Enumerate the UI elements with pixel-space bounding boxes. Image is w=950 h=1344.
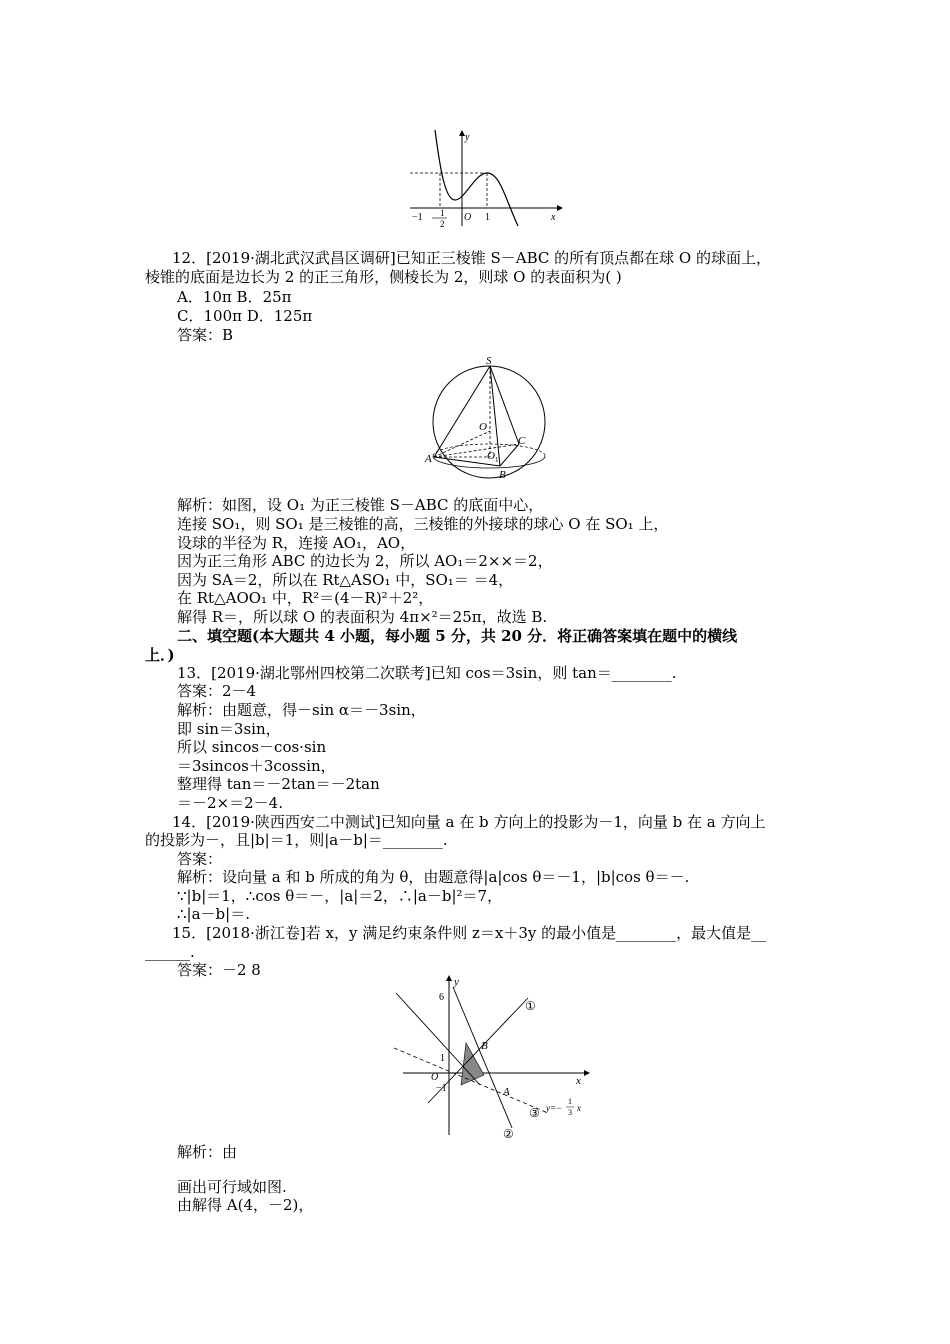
edge-ac	[434, 444, 519, 457]
origin-label: O	[464, 212, 472, 223]
sol12-line5: 因为 SA＝2，所以在 Rt△ASO₁ 中，SO₁＝ ＝4，	[177, 571, 514, 589]
q13-answer: 答案：2－4	[177, 682, 257, 700]
sol12-line2: 连接 SO₁，则 SO₁ 是三棱锥的高，三棱锥的外接球的球心 O 在 SO₁ 上，	[177, 515, 669, 533]
sphere-pyramid-figure	[424, 356, 554, 482]
line-2-label: ②	[503, 1127, 514, 1141]
sol12-line3: 设球的半径为 R，连接 AO₁，AO，	[177, 534, 416, 552]
label-a: A	[425, 453, 432, 465]
q15-solution-2: 画出可行域如图.	[177, 1178, 287, 1196]
x-label: x	[576, 1075, 581, 1087]
q15-solution-3: 由解得 A(4，－2)，	[177, 1196, 314, 1214]
sol12-line7: 解得 R＝，所以球 O 的表面积为 4π×²＝25π，故选 B.	[177, 608, 548, 626]
edge-sa	[434, 366, 490, 457]
q15-solution-1: 解析：由	[177, 1143, 238, 1161]
q13-solution-3: 所以 sincos－cos·sin	[177, 738, 327, 756]
y-label: y	[454, 976, 459, 988]
x-label: x	[551, 212, 556, 223]
tick-half-num: 1	[440, 208, 445, 218]
q12-options-cd: C．100π D．125π	[177, 307, 313, 325]
line-3-x: x	[577, 1103, 581, 1113]
sol12-line4: 因为正三角形 ABC 的边长为 2，所以 AO₁＝2××＝2，	[177, 552, 553, 570]
q12-stem-line2: 棱锥的底面是边长为 2 的正三角形，侧棱长为 2，则球 O 的表面积为( )	[145, 268, 622, 286]
tick-minus-one: −1	[436, 1083, 447, 1094]
tick-minus-one: −1	[412, 212, 423, 223]
tick-half-den: 2	[440, 219, 445, 228]
line-2	[453, 987, 512, 1128]
q12-answer: 答案：B	[177, 326, 234, 344]
cubic-curve	[435, 130, 518, 226]
section2-heading-line1: 二、填空题(本大题共 4 小题，每小题 5 分，共 20 分．将正确答案填在题中的横线	[177, 627, 738, 645]
sol12-line1: 解析：如图，设 O₁ 为正三棱锥 S－ABC 的底面中心，	[177, 496, 544, 514]
section2-heading-line2: 上．)	[145, 646, 175, 664]
q12-options-ab: A．10π B．25π	[177, 288, 292, 306]
q12-stem-line1: 12．[2019·湖北武汉武昌区调研]已知正三棱锥 S－ABC 的所有顶点都在球 O 的球面上，	[172, 249, 771, 267]
x-axis-arrow	[557, 205, 563, 211]
q14-stem-line1: 14．[2019·陕西西安二中测试]已知向量 a 在 b 方向上的投影为－1，向量 b 在 a 方向上	[172, 813, 766, 831]
x-axis-arrow	[584, 1070, 590, 1076]
q14-solution-2: ∵|b|＝1，∴cos θ＝－，|a|＝2，∴|a－b|²＝7，	[177, 887, 503, 905]
q13-solution-2: 即 sin＝3sin，	[177, 720, 281, 738]
y-label: y	[465, 132, 470, 143]
q14-stem-line2: 的投影为－，且|b|＝1，则|a－b|＝________.	[145, 831, 448, 849]
tick-one: 1	[485, 212, 490, 223]
feasible-region-figure	[388, 973, 600, 1143]
q13-solution-4: ＝3sincos＋3cossin，	[177, 757, 336, 775]
tick-six: 6	[439, 992, 444, 1003]
tick-one: 1	[440, 1053, 445, 1064]
q15-stem-line1: 15．[2018·浙江卷]若 x，y 满足约束条件则 z＝x＋3y 的最小值是________，最大值是__	[172, 924, 767, 942]
q14-solution-3: ∴|a－b|＝.	[177, 905, 250, 923]
y-axis-arrow	[446, 975, 452, 981]
q15-stem-line2: ______.	[145, 943, 195, 961]
point-b-label: B	[481, 1040, 488, 1052]
line-3-equation: y=−	[546, 1103, 563, 1113]
sol12-line6: 在 Rt△AOO₁ 中，R²＝(4－R)²＋2²，	[177, 589, 434, 607]
cubic-graph-figure	[405, 128, 565, 228]
q13-solution-5: 整理得 tan＝－2tan＝－2tan	[177, 775, 380, 793]
line-3-frac-num: 1	[568, 1097, 572, 1106]
label-s: S	[486, 356, 492, 367]
origin-label: O	[431, 1072, 439, 1083]
line-1-label: ①	[525, 999, 536, 1013]
label-o: O	[479, 421, 487, 433]
line-3-label: ③	[529, 1106, 540, 1120]
label-o1-sub: 1	[495, 456, 499, 464]
label-b: B	[499, 469, 506, 481]
label-o1: O	[487, 450, 495, 462]
q15-answer: 答案：－2 8	[177, 961, 261, 979]
q13-solution-6: ＝－2×＝2－4.	[177, 794, 283, 812]
point-a-label: A	[503, 1086, 510, 1098]
label-c: C	[518, 435, 526, 447]
edge-bc	[500, 444, 519, 466]
q13-stem: 13．[2019·湖北鄂州四校第二次联考]已知 cos＝3sin，则 tan＝________.	[177, 664, 677, 682]
q14-answer: 答案：	[177, 850, 223, 868]
q14-solution-1: 解析：设向量 a 和 b 所成的角为 θ，由题意得|a|cos θ＝－1，|b|cos θ＝－.	[177, 868, 690, 886]
q13-solution-1: 解析：由题意，得－sin α＝－3sin，	[177, 701, 426, 719]
line-3-frac-den: 3	[568, 1108, 572, 1117]
